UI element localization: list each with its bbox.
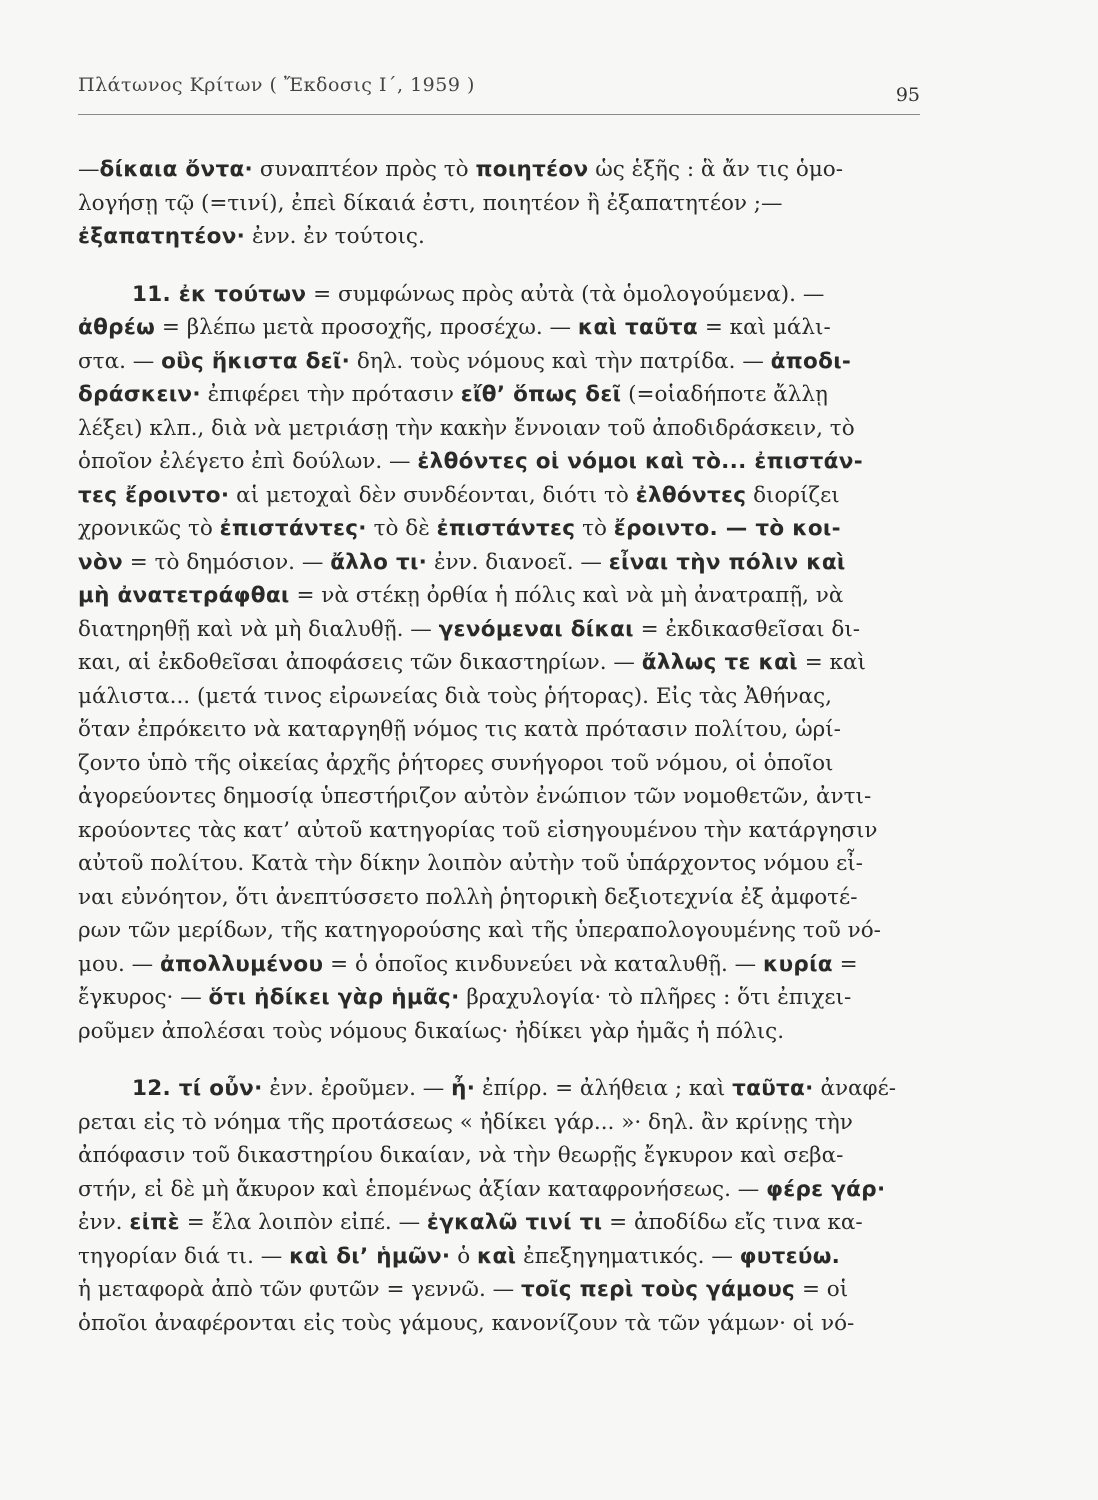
text-line (78, 981, 920, 1015)
lemma-bold: ἀθρέω (78, 315, 156, 340)
commentary-text: μάλιστα... (μετά τινος εἰρωνείας διὰ τοὺς ῥήτορας). Εἰς τὰς Ἀθήνας, (78, 683, 832, 709)
text-line (78, 1106, 920, 1140)
commentary-text: ἐπίρρ. = ἀλήθεια ; καὶ (475, 1076, 733, 1101)
commentary-text: διατηρηθῇ καὶ νὰ μὴ διαλυθῇ. — (78, 616, 439, 642)
lemma-bold: εἴθ’ ὅπως δεῖ (460, 382, 622, 407)
commentary-text: = νὰ στέκῃ ὀρθία ἡ πόλις καὶ νὰ μὴ ἀνατραπῇ, νὰ (289, 583, 844, 608)
lemma-bold: γενόμεναι δίκαι (438, 616, 634, 642)
page-number: 95 (895, 84, 920, 106)
lemma-bold: εἰπὲ (129, 1210, 180, 1235)
text-line (78, 613, 920, 647)
commentary-text: λέξει) κλπ., διὰ νὰ μετριάσῃ τὴν κακὴν ἔννοιαν τοῦ ἀποδιδράσκειν, τὸ (78, 415, 855, 441)
commentary-text: ἐνν. διανοεῖ. — (427, 549, 609, 575)
text-line (78, 445, 920, 479)
commentary-text: χρονικῶς τὸ (78, 516, 220, 541)
text-line (78, 153, 920, 187)
commentary-text: κρούοντες τὰς κατ’ αὐτοῦ κατηγορίας τοῦ εἰσηγουμένου τὴν κατάργησιν (78, 817, 878, 843)
commentary-text: ναι εὐνόητον, ὅτι ἀνεπτύσσετο πολλὴ ῥητορικὴ δεξιοτεχνία ἐξ ἀμφοτέ- (78, 884, 858, 910)
lemma-bold: ἐλθόντες (635, 482, 747, 508)
commentary-text: ἀγορεύοντες δημοσίᾳ ὑπεστήριζον αὐτὸν ἐνώπιον τῶν νομοθετῶν, ἀντι- (78, 784, 872, 809)
text-line (78, 948, 920, 982)
text-line (78, 1206, 920, 1240)
commentary-text: ὅταν ἐπρόκειτο νὰ καταργηθῇ νόμος τις κατὰ πρότασιν πολίτου, ὡρί- (78, 717, 841, 742)
lemma-bold: τοῖς περὶ τοὺς γάμους (520, 1277, 796, 1302)
lemma-bold: ποιητέον (475, 157, 589, 182)
section-11-start (78, 278, 920, 312)
commentary-text: στα. — (78, 348, 162, 374)
lemma-bold: καὶ ταῦτα (577, 315, 698, 340)
text-line (78, 881, 920, 915)
commentary-text: τηγορίαν διά τι. — (78, 1243, 290, 1269)
commentary-text: αὐτοῦ πολίτου. Κατὰ τὴν δίκην λοιπὸν αὐτὴν τοῦ ὑπάρχοντος νόμου εἶ- (78, 851, 863, 876)
text-line (78, 187, 920, 221)
commentary-text: ζοντο ὑπὸ τῆς οἰκείας ἀρχῆς ῥήτορες συνήγοροι τοῦ νόμου, οἱ ὁποῖοι (78, 750, 834, 776)
commentary-text: συναπτέον πρὸς τὸ (253, 157, 476, 182)
commentary-text: = συμφώνως πρὸς αὐτὰ (τὰ ὁμολογούμενα). — (306, 281, 825, 307)
lemma-bold: οὓς ἥκιστα δεῖ· (161, 348, 351, 374)
lemma-bold: καὶ δι’ ἡμῶν· (289, 1243, 451, 1269)
commentary-text: ὁποῖον ἐλέγετο ἐπὶ δούλων. — (78, 449, 418, 474)
lemma-bold: ἐγκαλῶ τινί τι (426, 1210, 603, 1235)
running-title: Πλάτωνος Κρίτων ( Ἔκδοσις Ι΄, 1959 ) (78, 74, 475, 96)
commentary-text: στήν, εἰ δὲ μὴ ἄκυρον καὶ ἑπομένως ἀξίαν καταφρονήσεως. — (78, 1176, 767, 1202)
commentary-text: = τὸ δημόσιον. — (122, 549, 331, 575)
commentary-text: βραχυλογία· τὸ πλῆρες : ὅτι ἐπιχει- (459, 985, 852, 1010)
commentary-text: ἐπεξηγηματικός. — (516, 1243, 740, 1269)
text-line (78, 780, 920, 814)
text-line (78, 1173, 920, 1207)
text-line (78, 512, 920, 546)
commentary-text: ἐνν. (78, 1210, 130, 1235)
text-line (78, 680, 920, 714)
running-header (78, 60, 920, 115)
lemma-bold: φυτεύω. (739, 1243, 841, 1269)
lemma-bold: ἐπιστάντες· (219, 516, 367, 541)
lemma-bold: ταῦτα· (732, 1076, 814, 1101)
commentary-text: ὁποῖοι ἀναφέρονται εἰς τοὺς γάμους, κανονίζουν τὰ τῶν γάμων· οἱ νό- (78, 1310, 855, 1336)
text-line (78, 1015, 920, 1049)
text-line (78, 646, 920, 680)
commentary-text: ροῦμεν ἀπολέσαι τοὺς νόμους δικαίως· ἠδίκει γὰρ ἡμᾶς ἡ πόλις. (78, 1018, 785, 1044)
document-page (78, 60, 920, 1340)
lemma-bold: ἀποδι- (770, 348, 852, 374)
commentary-text: και, αἱ ἐκδοθεῖσαι ἀποφάσεις τῶν δικαστηρίων. — (78, 650, 642, 675)
commentary-text: = ἔλα λοιπὸν εἰπέ. — (179, 1210, 427, 1235)
lemma-bold: εἶναι τὴν πόλιν καὶ (608, 549, 846, 575)
text-line (78, 479, 920, 513)
text-line (78, 747, 920, 781)
commentary-text: = (832, 951, 858, 977)
commentary-text: ρων τῶν μερίδων, τῆς κατηγορούσης καὶ τῆς ὑπεραπολογουμένης τοῦ νό- (78, 918, 881, 943)
text-line (78, 579, 920, 613)
section-12-start (78, 1072, 920, 1106)
commentary-text: δηλ. τοὺς νόμους καὶ τὴν πατρίδα. — (350, 348, 771, 374)
text-line (78, 345, 920, 379)
commentary-text: ὁ (450, 1243, 477, 1269)
commentary-text: (=οἱαδήποτε ἄλλῃ (621, 382, 828, 407)
commentary-text (78, 153, 920, 1340)
commentary-text: διορίζει (746, 482, 840, 508)
lemma-bold: καὶ (476, 1243, 517, 1269)
lemma-bold: ἔροιντο. — τὸ κοι- (613, 516, 841, 541)
text-line (78, 814, 920, 848)
commentary-text: = οἱ (795, 1277, 849, 1302)
lemma-bold: ἦ· (451, 1076, 476, 1101)
text-line (78, 311, 920, 345)
commentary-text: ἀναφέ- (813, 1076, 897, 1101)
commentary-text: ἡ μεταφορὰ ἀπὸ τῶν φυτῶν = γεννῶ. — (78, 1277, 521, 1302)
commentary-text: — (78, 157, 100, 182)
text-line (78, 847, 920, 881)
lemma-bold: 12. τί οὖν· (132, 1076, 263, 1101)
commentary-text: μου. — (78, 951, 160, 977)
lemma-bold: φέρε γάρ· (766, 1176, 886, 1202)
lemma-bold: ἀπολλυμένου (160, 951, 324, 977)
lemma-bold: ἐλθόντες οἱ νόμοι καὶ τὸ... ἐπιστάν- (417, 449, 863, 474)
commentary-text: = καὶ μάλι- (698, 315, 831, 340)
lemma-bold: δίκαια ὄντα· (99, 157, 254, 182)
commentary-text: λογήσῃ τῷ (=τινί), ἐπεὶ δίκαιά ἐστι, ποιητέον ἢ ἐξαπατητέον ;— (78, 190, 783, 216)
text-line (78, 220, 920, 254)
commentary-text: ὡς ἑξῆς : ἃ ἄν τις ὁμο- (588, 157, 843, 182)
lemma-bold: ἐξαπατητέον· (78, 224, 246, 249)
lemma-bold: τες ἔροιντο· (78, 482, 230, 508)
text-line (78, 378, 920, 412)
commentary-text: = ἀποδίδω εἴς τινα κα- (602, 1210, 863, 1235)
commentary-text: ἐνν. ἐροῦμεν. — (262, 1076, 452, 1101)
lemma-bold: μὴ ἀνατετράφθαι (78, 583, 290, 608)
lemma-bold: 11. ἐκ τούτων (132, 281, 307, 307)
commentary-text: ἀπόφασιν τοῦ δικαστηρίου δικαίαν, νὰ τὴν θεωρῇς ἔγκυρον καὶ σεβα- (78, 1143, 844, 1168)
commentary-text: τὸ (575, 516, 614, 541)
commentary-text: ἔγκυρος· — (78, 985, 209, 1010)
lemma-bold: νὸν (78, 549, 123, 575)
commentary-text: τὸ δὲ (366, 516, 437, 541)
text-line (78, 713, 920, 747)
lemma-bold: ὅτι ἠδίκει γὰρ ἡμᾶς· (208, 985, 460, 1010)
commentary-text: = βλέπω μετὰ προσοχῆς, προσέχω. — (155, 315, 578, 340)
text-line (78, 1240, 920, 1274)
commentary-text: ρεται εἰς τὸ νόημα τῆς προτάσεως « ἠδίκει γάρ... »· δηλ. ἂν κρίνῃς τὴν (78, 1109, 853, 1135)
commentary-text: = ὁ ὁποῖος κινδυνεύει νὰ καταλυθῇ. — (323, 951, 763, 977)
lemma-bold: ἄλλο τι· (330, 549, 428, 575)
commentary-text: = ἐκδικασθεῖσαι δι- (633, 616, 861, 642)
text-line (78, 1273, 920, 1307)
lemma-bold: ἄλλως τε καὶ (641, 650, 798, 675)
commentary-text: αἱ μετοχαὶ δὲν συνδέονται, διότι τὸ (229, 482, 636, 508)
text-line (78, 1307, 920, 1341)
lemma-bold: κυρία (763, 951, 833, 977)
commentary-text: ἐπιφέρει τὴν πρότασιν (200, 382, 461, 407)
lemma-bold: ἐπιστάντες (436, 516, 576, 541)
text-line (78, 546, 920, 580)
commentary-text: ἐνν. ἐν τούτοις. (245, 224, 425, 249)
commentary-text: = καὶ (797, 650, 866, 675)
lemma-bold: δράσκειν· (78, 382, 201, 407)
text-line (78, 1139, 920, 1173)
text-line (78, 412, 920, 446)
text-line (78, 914, 920, 948)
